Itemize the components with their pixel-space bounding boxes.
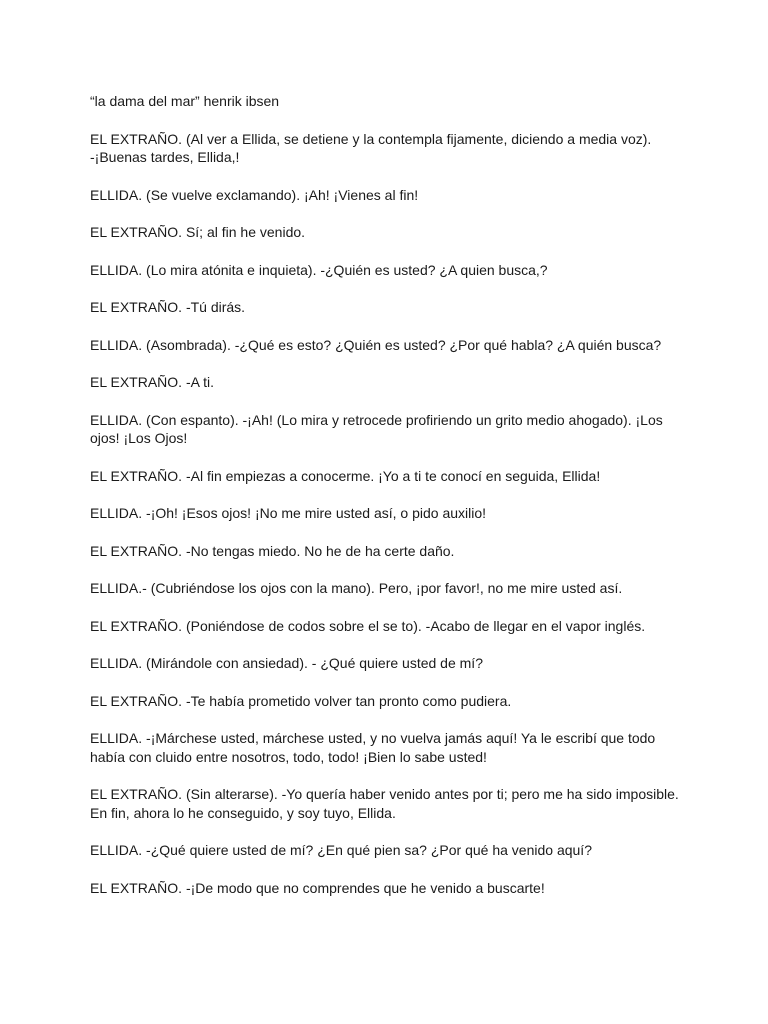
dialogue-paragraph bbox=[90, 186, 690, 205]
dialogue-line: ELLIDA. -¡Oh! ¡Esos ojos! ¡No me mire usted así, o pido auxilio! bbox=[90, 505, 487, 521]
dialogue-line: ELLIDA.- (Cubriéndose los ojos con la mano). Pero, ¡por favor!, no me mire usted así. bbox=[90, 580, 623, 596]
dialogue-line: ELLIDA. (Con espanto). -¡Ah! (Lo mira y retrocede profiriendo un grito medio ahogado). ¡Los bbox=[90, 411, 663, 428]
dialogue-line: ELLIDA. (Mirándole con ansiedad). - ¿Qué quiere usted de mí? bbox=[90, 655, 483, 671]
title-line: “la dama del mar” henrik ibsen bbox=[90, 93, 280, 109]
dialogue-paragraph bbox=[90, 579, 690, 598]
document-page bbox=[90, 92, 690, 916]
dialogue-paragraph bbox=[90, 411, 690, 448]
dialogue-paragraph bbox=[90, 729, 690, 766]
dialogue-line: En fin, ahora lo he conseguido, y soy tuyo, Ellida. bbox=[90, 804, 396, 821]
dialogue-line: había con cluido entre nosotros, todo, todo! ¡Bien lo sabe usted! bbox=[90, 748, 487, 765]
dialogue-paragraph bbox=[90, 841, 690, 860]
dialogue-line: -¡Buenas tardes, Ellida,! bbox=[90, 149, 240, 165]
dialogue-line: ELLIDA. (Lo mira atónita e inquieta). -¿Quién es usted? ¿A quien busca,? bbox=[90, 261, 548, 278]
dialogue-line: EL EXTRAÑO. -No tengas miedo. No he de ha certe daño. bbox=[90, 542, 455, 559]
dialogue-line: ojos! ¡Los Ojos! bbox=[90, 430, 188, 446]
dialogue-paragraph bbox=[90, 130, 690, 167]
dialogue-paragraph bbox=[90, 617, 690, 636]
dialogue-line: ELLIDA. -¡Márchese usted, márchese usted, y no vuelva jamás aquí! Ya le escribí que todo bbox=[90, 730, 656, 746]
dialogue-paragraph bbox=[90, 692, 690, 711]
document-title bbox=[90, 92, 690, 111]
dialogue-paragraph bbox=[90, 654, 690, 673]
dialogue-line: EL EXTRAÑO. (Poniéndose de codos sobre el se to). -Acabo de llegar en el vapor inglés. bbox=[90, 617, 646, 634]
dialogue-line: EL EXTRAÑO. (Sin alterarse). -Yo quería haber venido antes por ti; pero me ha sido imposible. bbox=[90, 786, 679, 802]
dialogue-paragraph bbox=[90, 504, 690, 523]
dialogue-paragraph bbox=[90, 373, 690, 392]
dialogue-body bbox=[90, 130, 690, 898]
dialogue-line: EL EXTRAÑO. (Al ver a Ellida, se detiene y la contempla fijamente, diciendo a media voz). bbox=[90, 130, 652, 147]
dialogue-line: EL EXTRAÑO. -A ti. bbox=[90, 374, 214, 390]
dialogue-paragraph bbox=[90, 336, 690, 355]
dialogue-paragraph bbox=[90, 467, 690, 486]
dialogue-line: EL EXTRAÑO. -Te había prometido volver tan pronto como pudiera. bbox=[90, 692, 512, 709]
dialogue-paragraph bbox=[90, 879, 690, 898]
dialogue-paragraph bbox=[90, 298, 690, 317]
dialogue-paragraph bbox=[90, 261, 690, 280]
dialogue-line: ELLIDA. -¿Qué quiere usted de mí? ¿En qué pien sa? ¿Por qué ha venido aquí? bbox=[90, 842, 592, 858]
dialogue-line: EL EXTRAÑO. Sí; al fin he venido. bbox=[90, 224, 306, 240]
dialogue-line: ELLIDA. (Asombrada). -¿Qué es esto? ¿Quién es usted? ¿Por qué habla? ¿A quién busca? bbox=[90, 336, 662, 353]
dialogue-paragraph bbox=[90, 542, 690, 561]
dialogue-paragraph bbox=[90, 223, 690, 242]
dialogue-line: ELLIDA. (Se vuelve exclamando). ¡Ah! ¡Vienes al fin! bbox=[90, 186, 419, 203]
dialogue-paragraph bbox=[90, 785, 690, 822]
dialogue-line: EL EXTRAÑO. -Al fin empiezas a conocerme. ¡Yo a ti te conocí en seguida, Ellida! bbox=[90, 467, 601, 484]
dialogue-line: EL EXTRAÑO. -¡De modo que no comprendes que he venido a buscarte! bbox=[90, 879, 545, 896]
dialogue-line: EL EXTRAÑO. -Tú dirás. bbox=[90, 299, 246, 315]
